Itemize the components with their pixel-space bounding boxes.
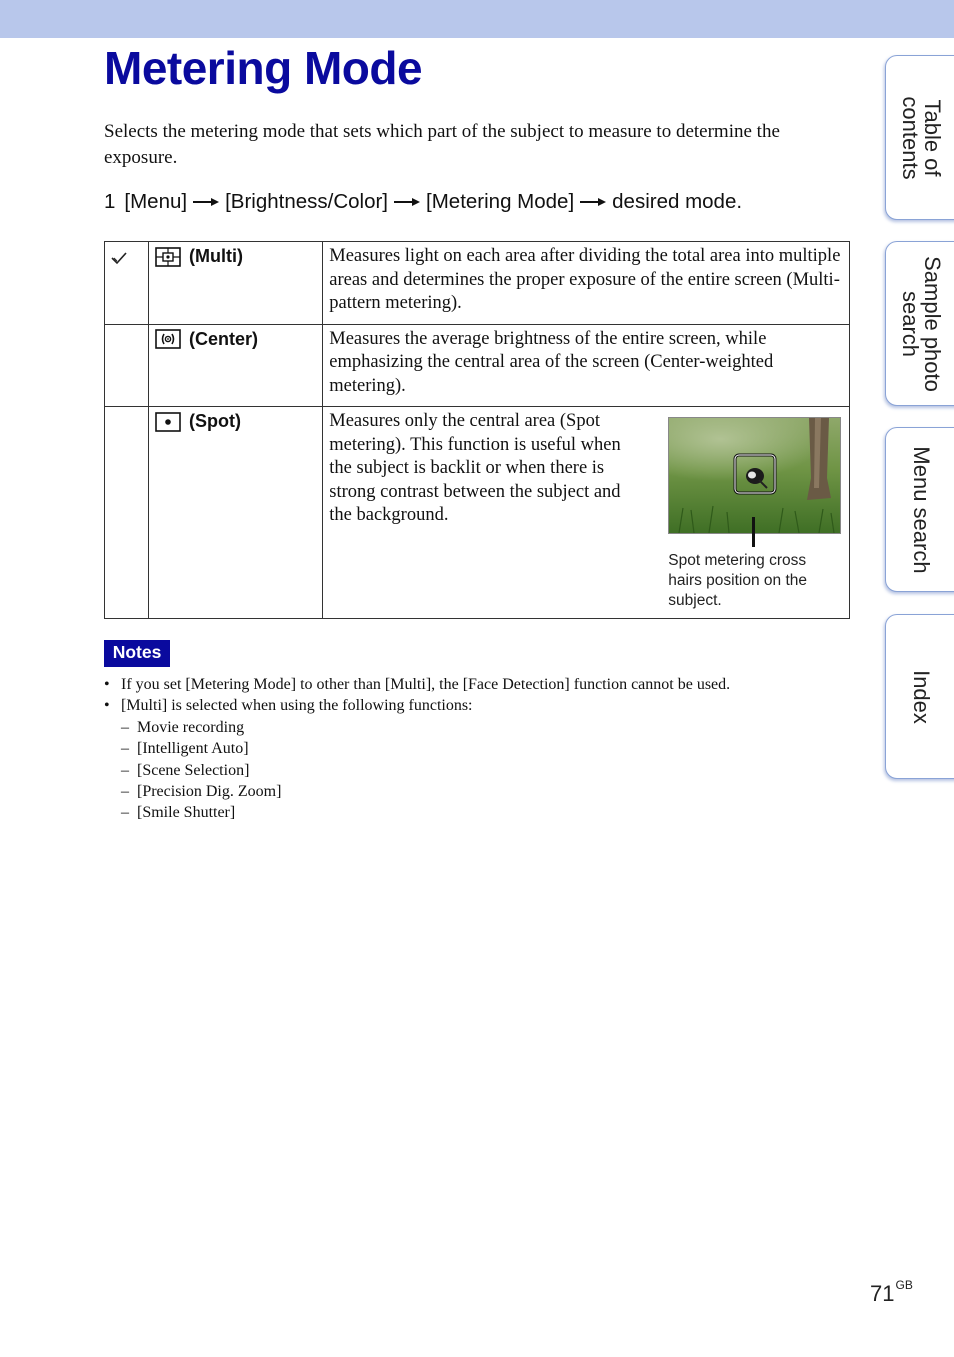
note-text: If you set [Metering Mode] to other than [Multi], the [Face Detection] function cannot be used. [121,676,731,693]
mode-name-spot: (Spot) [189,411,242,431]
tab-label: Sample photo search [897,255,945,392]
mode-name-multi: (Multi) [189,246,244,266]
dash-mark: – [121,761,129,779]
top-banner [0,0,954,38]
tab-menu-search[interactable] [885,427,954,592]
procedure-step [104,188,742,216]
notes-badge: Notes [104,640,170,667]
tab-label: Table of contents [897,95,945,180]
note-subitem [104,760,864,781]
metering-modes-table [104,241,850,619]
default-marker-cell [105,324,149,407]
mode-name-cell [149,324,323,407]
page-number-suffix: GB [895,1277,913,1292]
spot-metering-icon [155,412,181,432]
tab-index[interactable] [885,614,954,779]
tab-sample-photo-search[interactable] [885,241,954,406]
table-row-multi [105,242,850,325]
note-subitem-text: [Scene Selection] [137,761,250,779]
dash-mark: – [121,740,129,758]
step-metering-mode: [Metering Mode] [426,190,575,213]
note-subitem [104,802,864,823]
step-desired-mode: desired mode. [612,190,743,213]
note-subitem-text: [Precision Dig. Zoom] [137,783,282,801]
arrow-right-icon [193,197,219,207]
photo-caption: Spot metering cross hairs position on the subject. [668,552,807,609]
step-brightness-color: [Brightness/Color] [225,190,389,213]
default-marker-cell [105,407,149,619]
note-item [104,674,864,695]
note-subitem [104,738,864,759]
page-number [870,1277,913,1307]
note-subitem-text: Movie recording [137,718,245,736]
center-metering-icon [155,329,181,349]
notes-list [104,674,864,824]
tab-table-of-contents[interactable] [885,55,954,220]
mode-name-cell [149,407,323,619]
dash-mark: – [121,783,129,801]
bullet-mark: • [104,676,110,693]
mode-description-spot: Measures only the central area (Spot metering). This function is useful when the subject is backlit or when there is strong contrast between the subject and the background. [329,411,621,525]
page-number-value: 71 [870,1281,895,1306]
table-row-spot [105,407,850,619]
default-marker-cell [105,242,149,325]
mode-name-center: (Center) [189,328,259,349]
tab-label: Index [908,669,934,724]
dash-mark: – [121,718,129,736]
step-menu: [Menu] [124,190,188,213]
mode-description-cell [323,324,850,407]
dash-mark: – [121,804,129,822]
tab-label: Menu search [908,445,934,574]
mode-description-center: Measures the average brightness of the entire screen, while emphasizing the central area of the screen (Center-weighted metering). [329,328,774,396]
bullet-mark: • [104,697,110,715]
default-check-icon [111,251,127,265]
step-number: 1 [104,190,116,213]
arrow-right-icon [580,197,606,207]
note-item [104,695,864,716]
table-row-center [105,324,850,407]
note-subitem [104,717,864,738]
multi-metering-icon [155,247,181,267]
mode-name-cell [149,242,323,325]
page-title: Metering Mode [104,42,423,94]
mode-description-multi: Measures light on each area after dividing the total area into multiple areas and determines the proper exposure of the entire screen (Multi-pattern metering). [329,246,841,313]
arrow-right-icon [394,197,420,207]
mode-description-cell [323,242,850,325]
note-subitem [104,781,864,802]
intro-paragraph: Selects the metering mode that sets which part of the subject to measure to determine the exposure. [104,121,780,168]
note-subitem-text: [Smile Shutter] [137,804,236,822]
caption-pointer-line [752,517,755,547]
note-text: [Multi] is selected when using the following functions: [121,697,473,715]
mode-description-cell [323,407,850,619]
note-subitem-text: [Intelligent Auto] [137,740,249,758]
